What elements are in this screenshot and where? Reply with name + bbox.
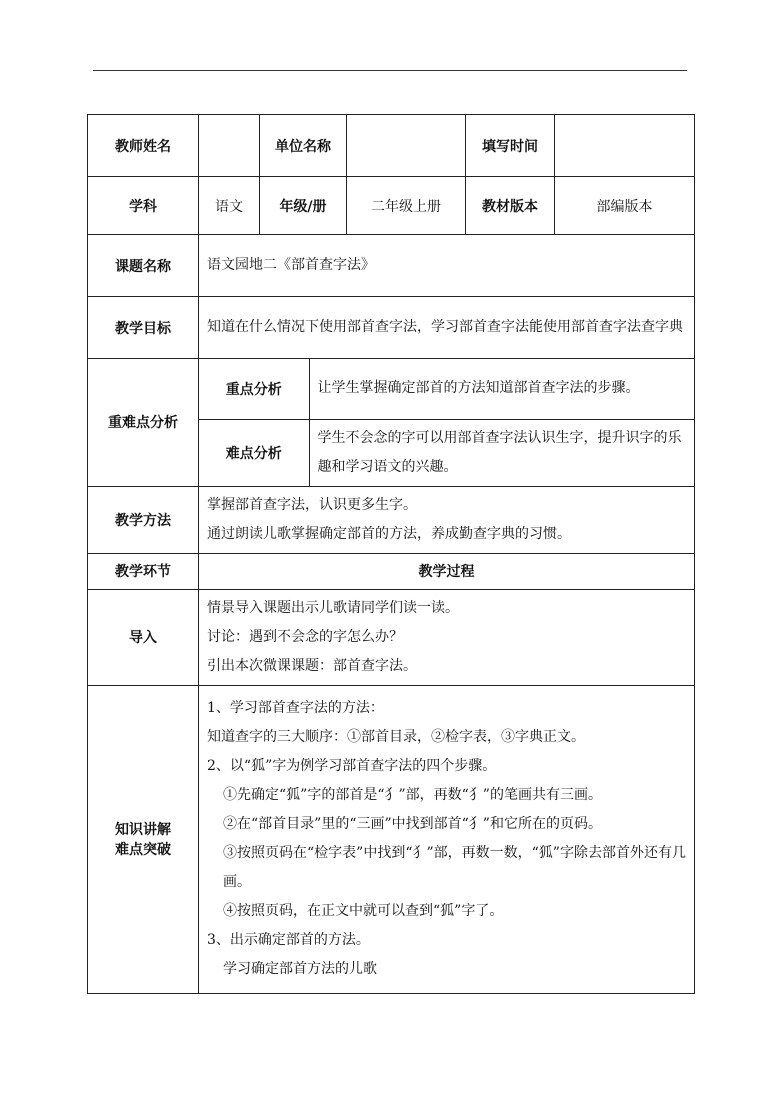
unit-value [347,115,466,177]
teacher-name-label: 教师姓名 [88,115,199,177]
goal-label: 教学目标 [88,297,199,359]
intro-label: 导入 [88,589,199,685]
subject-value: 语文 [199,177,260,235]
edition-label: 教材版本 [466,177,555,235]
key-point-label: 重点分析 [225,381,282,398]
teacher-name-value [199,115,260,177]
intro-line: 情景导入课题出示儿歌请同学们读一读。 [207,599,459,616]
date-value [555,115,695,177]
hard-point-value: 学生不会念的字可以用部首查字法认识生字，提升识字的乐趣和学习语文的兴趣。 [309,419,694,486]
info-row [88,177,695,235]
process-header-row [88,553,695,589]
unit-label: 单位名称 [260,115,347,177]
knowledge-line: 学习确定部首方法的儿歌 [223,961,377,977]
method-label: 教学方法 [88,486,199,553]
knowledge-line: 3、出示确定部首的方法。 [207,932,370,948]
process-label: 教学过程 [199,553,695,589]
knowledge-line: ②在“部首目录”里的“三画”中找到部首“犭”和它所在的页码。 [223,816,602,832]
knowledge-label-line: 知识讲解 [115,822,171,838]
stage-label: 教学环节 [88,553,199,589]
hard-point-label: 难点分析 [199,419,309,486]
knowledge-line: 知道查字的三大顺序：①部首目录，②检字表，③字典正文。 [207,729,585,745]
difficulty-row [88,359,695,487]
knowledge-line: ④按照页码，在正文中就可以查到“狐”字了。 [223,903,504,919]
topic-label: 课题名称 [88,235,199,297]
goal-row [88,297,695,359]
knowledge-line: 1、学习部首查字法的方法： [207,700,384,716]
intro-line: 讨论：遇到不会念的字怎么办？ [207,628,403,645]
difficulty-subtable [199,359,694,486]
key-point-value: 让学生掌握确定部首的方法知道部首查字法的步骤。 [309,359,694,419]
edition-value: 部编版本 [555,177,695,235]
knowledge-row [88,685,695,993]
subject-label: 学科 [88,177,199,235]
knowledge-content [199,685,695,993]
method-line: 掌握部首查字法，认识更多生字。 [207,496,417,513]
method-line: 通过朗读儿歌掌握确定部首的方法，养成勤查字典的习惯。 [207,525,571,542]
method-content [199,486,695,553]
intro-content [199,589,695,685]
grade-value: 二年级上册 [347,177,466,235]
topic-value: 语文园地二《部首查字法》 [199,235,695,297]
knowledge-label [88,685,199,993]
knowledge-line: ③按照页码在“检字表”中找到“犭”部，再数一数，“狐”字除去部首外还有几画。 [223,845,686,890]
method-row [88,486,695,553]
date-label: 填写时间 [466,115,555,177]
header-rule [93,70,687,71]
intro-line: 引出本次微课课题：部首查字法。 [207,657,417,674]
header-row [88,115,695,177]
intro-row [88,589,695,685]
difficulty-label: 重难点分析 [88,359,199,487]
knowledge-label-line: 难点突破 [115,842,171,858]
difficulty-cell [199,359,695,487]
knowledge-line: ①先确定“狐”字的部首是“犭”部，再数“犭”的笔画共有三画。 [223,787,602,803]
goal-value: 知道在什么情况下使用部首查字法，学习部首查字法能使用部首查字法查字典 [199,297,695,359]
knowledge-line: 2、以“狐”字为例学习部首查字法的四个步骤。 [207,758,497,774]
grade-label: 年级/册 [260,177,347,235]
lesson-plan-table [87,114,695,994]
topic-row [88,235,695,297]
